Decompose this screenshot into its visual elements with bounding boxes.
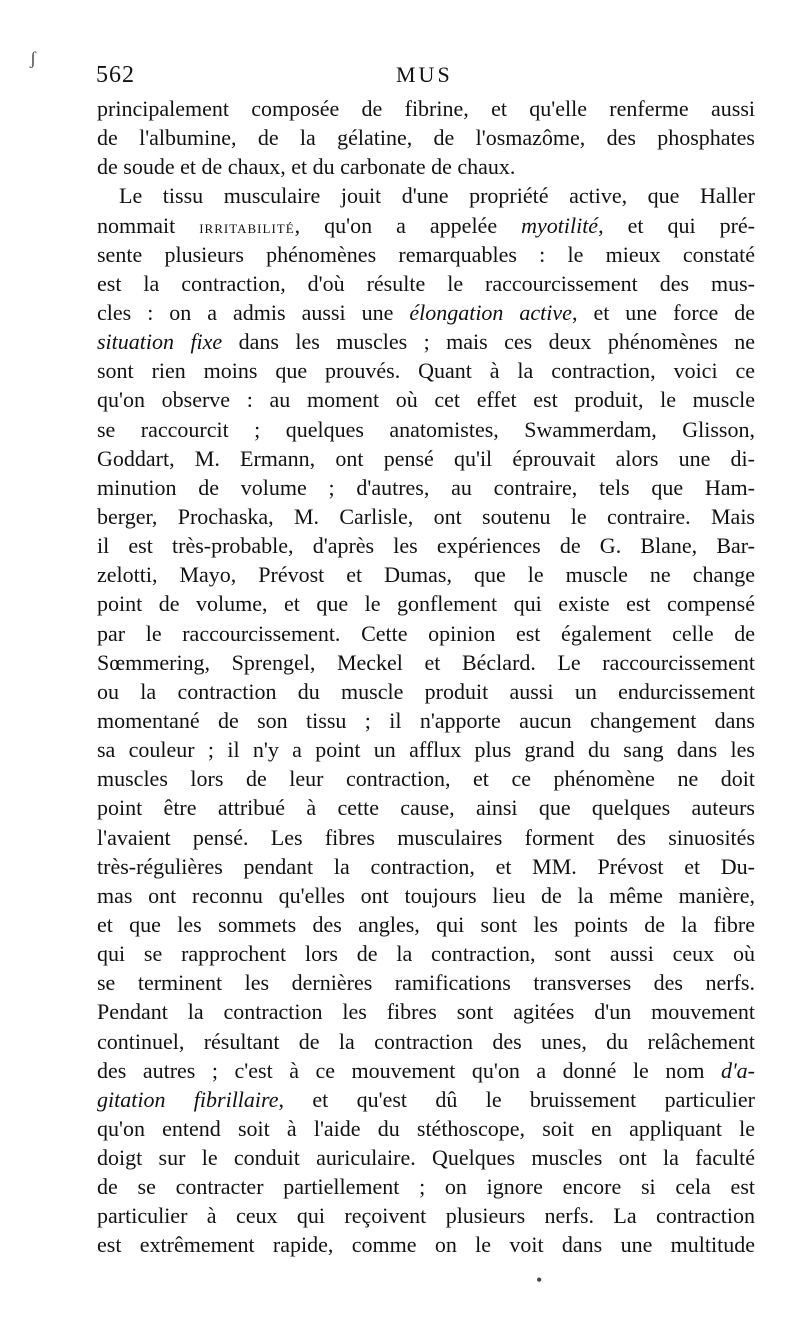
- text-line: [97, 1143, 755, 1172]
- text-line: [97, 444, 755, 473]
- running-head: MUS: [396, 62, 453, 87]
- italic-text: myotilité: [521, 212, 599, 238]
- italic-text: d'a-: [720, 1057, 755, 1083]
- text-line: [97, 1172, 755, 1201]
- text-line: [97, 735, 755, 764]
- italic-text: élongation active: [409, 299, 572, 325]
- text-line: [97, 677, 755, 706]
- page-header: [96, 62, 756, 88]
- text-line: [97, 648, 755, 677]
- text-segment: point être attribué à cette cause, ainsi que quelques auteurs: [97, 795, 755, 821]
- body-text: [97, 94, 755, 1260]
- text-segment: , et qu'est dû le bruissement particulier: [278, 1086, 755, 1112]
- text-segment: doigt sur le conduit auriculaire. Quelques muscles ont la faculté: [97, 1145, 755, 1171]
- margin-mark: ʃ: [30, 48, 36, 68]
- text-line: [97, 706, 755, 735]
- text-segment: mas ont reconnu qu'elles ont toujours lieu de la même manière,: [97, 882, 755, 908]
- text-segment: il est très-probable, d'après les expériences de G. Blane, Bar-: [97, 533, 755, 559]
- text-line: [97, 1201, 755, 1230]
- text-line: [97, 502, 755, 531]
- text-segment: des autres ; c'est à ce mouvement qu'on a donné le nom: [97, 1057, 721, 1083]
- text-line: [97, 385, 755, 414]
- text-line: [97, 1027, 755, 1056]
- text-segment: de soude et de chaux, et du carbonate de chaux.: [97, 154, 516, 180]
- text-segment: dans les muscles ; mais ces deux phénomènes ne: [222, 329, 755, 355]
- text-segment: Goddart, M. Ermann, ont pensé qu'il éprouvait alors une di-: [97, 445, 755, 471]
- text-segment: est la contraction, d'où résulte le raccourcissement des mus-: [97, 270, 755, 296]
- text-line: [97, 793, 755, 822]
- text-segment: Le tissu musculaire jouit d'une propriété active, que Haller: [119, 183, 755, 209]
- text-line: [97, 1114, 755, 1143]
- text-segment: continuel, résultant de la contraction des unes, du relâchement: [97, 1028, 755, 1054]
- text-segment: minution de volume ; d'autres, au contraire, tels que Ham-: [97, 474, 755, 500]
- small-caps-text: irritabilité: [199, 216, 295, 237]
- page-number: 562: [96, 62, 135, 88]
- text-segment: momentané de son tissu ; il n'apporte aucun changement dans: [97, 707, 755, 733]
- text-segment: berger, Prochaska, M. Carlisle, ont soutenu le contraire. Mais: [97, 503, 755, 529]
- text-segment: qui se rapprochent lors de la contraction, sont aussi ceux où: [97, 941, 755, 967]
- italic-text: situation fixe: [97, 329, 223, 355]
- text-line: [97, 764, 755, 793]
- text-line: [97, 240, 755, 269]
- text-line: [97, 211, 755, 240]
- text-segment: de l'albumine, de la gélatine, de l'osmazôme, des phosphates: [97, 125, 755, 151]
- text-segment: Pendant la contraction les fibres sont agitées d'un mouvement: [97, 999, 755, 1025]
- text-line: [97, 152, 755, 181]
- text-line: [97, 415, 755, 444]
- text-line: [97, 269, 755, 298]
- text-segment: qu'on observe : au moment où cet effet est produit, le muscle: [97, 387, 755, 413]
- text-segment: nommait: [97, 212, 200, 238]
- text-segment: très-régulières pendant la contraction, et MM. Prévost et Du-: [97, 853, 755, 879]
- text-segment: principalement composée de fibrine, et qu'elle renferme aussi: [97, 96, 755, 121]
- text-line: [97, 181, 755, 210]
- text-line: [97, 1085, 755, 1114]
- text-line: [97, 968, 755, 997]
- text-segment: sente plusieurs phénomènes remarquables : le mieux constaté: [97, 241, 755, 267]
- text-line: [97, 939, 755, 968]
- text-segment: l'avaient pensé. Les fibres musculaires forment des sinuosités: [97, 824, 755, 850]
- text-segment: cles : on a admis aussi une: [97, 299, 410, 325]
- text-segment: point de volume, et que le gonflement qui existe est compensé: [97, 591, 755, 617]
- text-line: [97, 94, 755, 123]
- text-line: [97, 473, 755, 502]
- text-line: [97, 1230, 755, 1259]
- text-segment: , et une force de: [571, 299, 755, 325]
- text-segment: se terminent les dernières ramifications transverses des nerfs.: [97, 970, 755, 996]
- text-segment: sa couleur ; il n'y a point un afflux plus grand du sang dans les: [97, 737, 755, 763]
- text-line: [97, 997, 755, 1026]
- text-segment: muscles lors de leur contraction, et ce phénomène ne doit: [97, 766, 755, 792]
- text-segment: , qu'on a appelée: [294, 212, 522, 238]
- text-line: [97, 910, 755, 939]
- text-segment: qu'on entend soit à l'aide du stéthoscope, soit en appliquant le: [97, 1115, 755, 1141]
- text-segment: Sœmmering, Sprengel, Meckel et Béclard. Le raccourcissement: [97, 649, 755, 675]
- text-segment: se raccourcit ; quelques anatomistes, Swammerdam, Glisson,: [97, 416, 755, 442]
- text-line: [97, 589, 755, 618]
- text-segment: sont rien moins que prouvés. Quant à la contraction, voici ce: [97, 358, 755, 384]
- text-line: [97, 531, 755, 560]
- text-segment: par le raccourcissement. Cette opinion est également celle de: [97, 620, 755, 646]
- text-segment: et que les sommets des angles, qui sont les points de la fibre: [97, 911, 755, 937]
- footer-mark: •: [536, 1270, 543, 1290]
- text-line: [97, 298, 755, 327]
- text-line: [97, 619, 755, 648]
- text-segment: est extrêmement rapide, comme on le voit dans une multitude: [97, 1232, 755, 1258]
- text-line: [97, 123, 755, 152]
- text-segment: zelotti, Mayo, Prévost et Dumas, que le muscle ne change: [97, 562, 755, 588]
- text-line: [97, 823, 755, 852]
- text-line: [97, 327, 755, 356]
- text-segment: particulier à ceux qui reçoivent plusieurs nerfs. La contraction: [97, 1203, 755, 1229]
- text-segment: de se contracter partiellement ; on ignore encore si cela est: [97, 1174, 755, 1200]
- text-line: [97, 852, 755, 881]
- text-line: [97, 356, 755, 385]
- text-line: [97, 560, 755, 589]
- text-segment: ou la contraction du muscle produit aussi un endurcissement: [97, 678, 755, 704]
- italic-text: gitation fibrillaire: [97, 1086, 279, 1112]
- text-line: [97, 1056, 755, 1085]
- text-line: [97, 881, 755, 910]
- text-segment: , et qui pré-: [598, 212, 755, 238]
